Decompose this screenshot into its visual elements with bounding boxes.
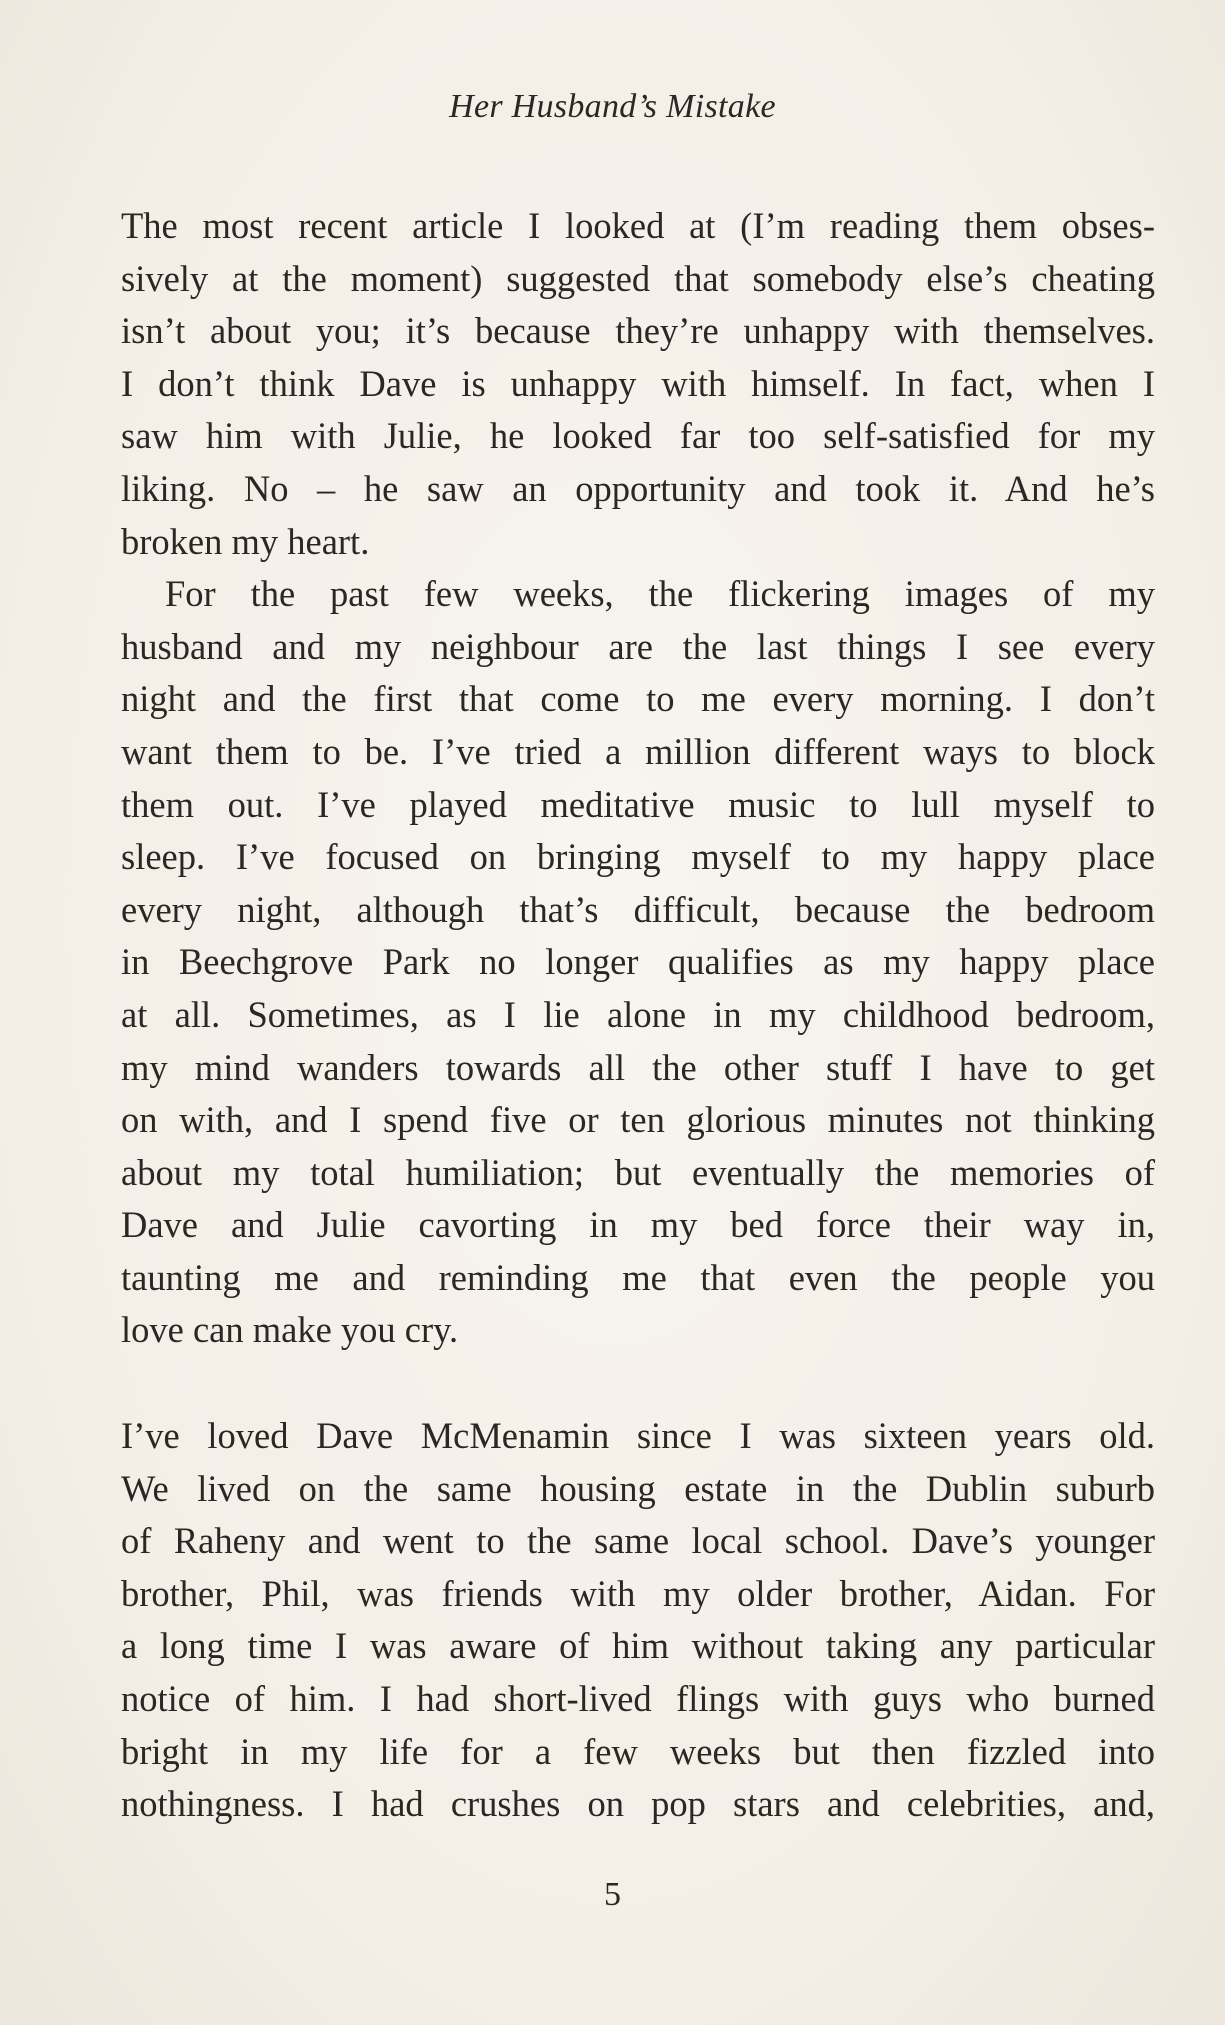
text-line: of Raheny and went to the same local school. Dave’s younger — [121, 1520, 1155, 1562]
section-break — [121, 1357, 1155, 1410]
page-number: 5 — [604, 1876, 621, 1913]
text-line: night and the first that come to me every morning. I don’t — [121, 678, 1155, 720]
paragraph — [121, 1410, 1155, 1831]
text-line: broken my heart. — [121, 520, 370, 562]
text-line: want them to be. I’ve tried a million different ways to block — [121, 730, 1155, 772]
text-line: a long time I was aware of him without taking any particular — [121, 1625, 1155, 1667]
text-line: them out. I’ve played meditative music to lull myself to — [121, 783, 1155, 825]
text-line: on with, and I spend five or ten glorious minutes not thinking — [121, 1099, 1155, 1141]
text-line: my mind wanders towards all the other stuff I have to get — [121, 1046, 1155, 1088]
text-line: brother, Phil, was friends with my older brother, Aidan. For — [121, 1572, 1155, 1614]
text-line: sively at the moment) suggested that somebody else’s cheating — [121, 257, 1155, 299]
text-line: sleep. I’ve focused on bringing myself to my happy place — [121, 836, 1155, 878]
text-line: For the past few weeks, the flickering images of my — [165, 573, 1155, 615]
text-line: liking. No – he saw an opportunity and took it. And he’s — [121, 467, 1155, 509]
text-line: about my total humiliation; but eventually the memories of — [121, 1151, 1155, 1193]
text-line: in Beechgrove Park no longer qualifies as my happy place — [121, 941, 1155, 983]
running-head: Her Husband’s Mistake — [449, 88, 776, 125]
text-line: I’ve loved Dave McMenamin since I was sixteen years old. — [121, 1415, 1155, 1457]
text-line: notice of him. I had short-lived flings with guys who burned — [121, 1678, 1155, 1720]
body-text — [121, 200, 1155, 1831]
text-line: bright in my life for a few weeks but then fizzled into — [121, 1730, 1155, 1772]
text-line: taunting me and reminding me that even the people you — [121, 1256, 1155, 1298]
text-line: I don’t think Dave is unhappy with himself. In fact, when I — [121, 362, 1155, 404]
text-line: every night, although that’s difficult, because the bedroom — [121, 888, 1155, 930]
text-line: isn’t about you; it’s because they’re unhappy with themselves. — [121, 310, 1155, 352]
text-line: The most recent article I looked at (I’m reading them obses- — [121, 205, 1155, 246]
text-line: husband and my neighbour are the last things I see every — [121, 625, 1155, 667]
text-line: nothingness. I had crushes on pop stars and celebrities, and, — [121, 1783, 1155, 1825]
paragraph — [121, 568, 1155, 1357]
text-line: at all. Sometimes, as I lie alone in my childhood bedroom, — [121, 993, 1155, 1035]
text-line: love can make you cry. — [121, 1309, 459, 1351]
text-line: saw him with Julie, he looked far too self-satisfied for my — [121, 415, 1155, 457]
paragraph — [121, 200, 1155, 568]
text-line: We lived on the same housing estate in the Dublin suburb — [121, 1467, 1155, 1509]
text-line: Dave and Julie cavorting in my bed force their way in, — [121, 1204, 1155, 1246]
